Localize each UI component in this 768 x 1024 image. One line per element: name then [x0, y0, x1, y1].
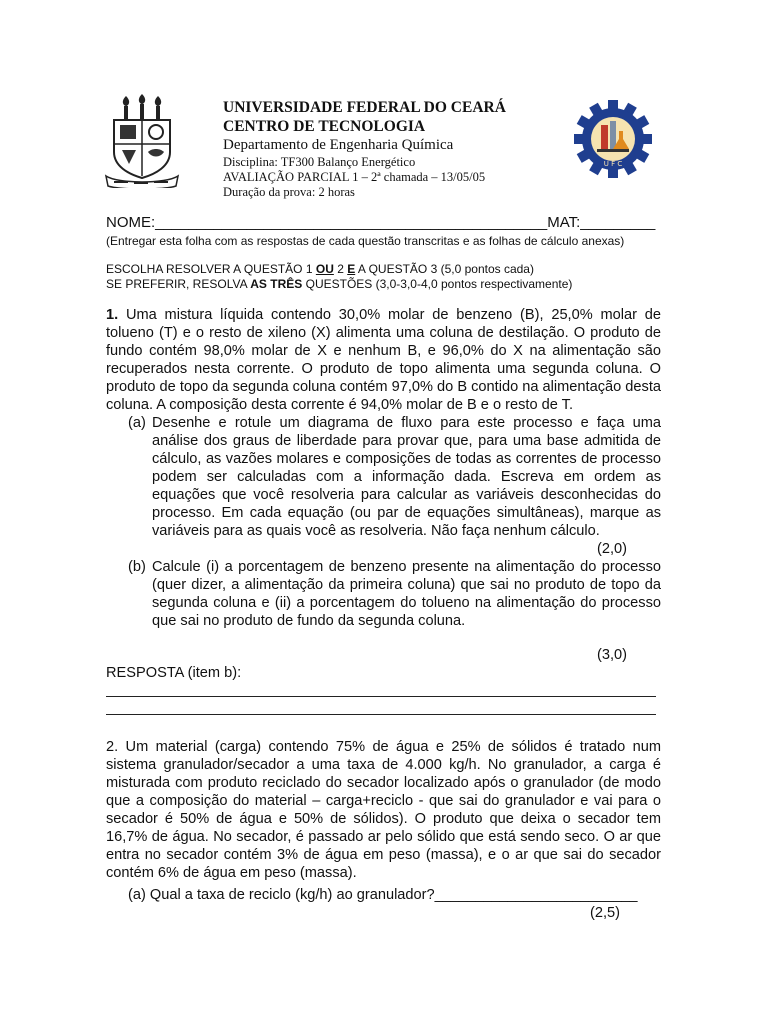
question-1a	[128, 414, 662, 540]
question-1a-text: Desenhe e rotule um diagrama de fluxo para este processo e faça uma análise dos graus de liberdade para provar que, para uma base admitida de cálculo, as vazões molares e composições de todas as correntes de processo podem ser calculadas com a informação dada. Escreva em ordem as equações que você resolveria para calcular as variáveis desconhecidas do processo. Em cada equação (ou par de equações simultâneas), marque as variáveis para as quais você as resolveria. Não faça nenhum cálculo.	[152, 415, 661, 539]
question-1a-score: (2,0)	[597, 541, 628, 557]
choose-instructions	[106, 262, 666, 292]
university-name: UNIVERSIDADE FEDERAL DO CEARÁ	[223, 99, 506, 116]
choose-text-1c: A QUESTÃO 3 (5,0 pontos cada)	[355, 262, 534, 276]
question-1b	[128, 558, 662, 630]
question-2a[interactable]: (a) Qual a taxa de reciclo (kg/h) ao granulador?_________________________	[128, 887, 638, 903]
answer-line-1[interactable]	[106, 696, 656, 697]
choose-line-1	[106, 262, 666, 277]
response-label: RESPOSTA (item b):	[106, 665, 242, 681]
choose-text-1a: ESCOLHA RESOLVER A QUESTÃO 1	[106, 262, 316, 276]
choose-ou: OU	[315, 262, 334, 276]
engenharia-quimica-gear-emblem-logo	[574, 100, 652, 178]
discipline: Disciplina: TF300 Balanço Energético	[223, 155, 416, 169]
exam-header	[223, 98, 563, 200]
department-name: Departamento de Engenharia Química	[223, 137, 454, 153]
name-mat-line[interactable]: NOME:_______________________________________________MAT:_________	[106, 214, 656, 231]
question-1-number: 1.	[106, 307, 119, 323]
question-2-text: 2. Um material (carga) contendo 75% de água e 25% de sólidos é tratado num sistema granulador/secador a uma taxa de 4.000 kg/h. No granulador, a carga é misturada com produto reciclado do secador localizado após o granulador (de modo que a composição do material – carga+reciclo - que sai do granulador e vai para o secador é 50% de água e 50% de sólidos). O produto que deixa o secador tem 16,7% de água. No secador, é passado ar pelo sólido que está sendo seco. O ar que entra no secador contém 3% de água em peso (massa), e o ar que sai do secador contém 6% de água em peso (massa).	[106, 739, 661, 881]
question-1a-label: (a)	[128, 415, 146, 431]
choose-as-tres: AS TRÊS	[250, 277, 303, 291]
question-1b-text: Calcule (i) a porcentagem de benzeno presente na alimentação do processo (quer dizer, a alimentação da primeira coluna) que sai no produto de topo da segunda coluna e (ii) a porcentagem do tolueno na alimentação do processo que sai no produto de fundo da segunda coluna.	[152, 559, 661, 629]
question-2a-score: (2,5)	[590, 905, 621, 921]
evaluation: AVALIAÇÃO PARCIAL 1 – 2ª chamada – 13/05/05	[223, 170, 486, 184]
question-1b-label: (b)	[128, 559, 146, 575]
choose-text-2b: QUESTÕES (3,0-3,0-4,0 pontos respectivamente)	[302, 277, 573, 291]
instruction-note: (Entregar esta folha com as respostas de cada questão transcritas e as folhas de cálculo anexas)	[106, 234, 625, 248]
question-1b-score: (3,0)	[597, 647, 628, 663]
choose-line-2	[106, 277, 666, 292]
answer-line-2[interactable]	[106, 714, 656, 715]
choose-text-2a: SE PREFERIR, RESOLVA	[106, 277, 251, 291]
choose-e: E	[347, 262, 356, 276]
question-1-body: Uma mistura líquida contendo 30,0% molar de benzeno (B), 25,0% molar de tolueno (T) e o resto de xileno (X) alimenta uma coluna de destilação. O produto de fundo contém 98,0% molar de X e nenhum B, e 96,0% do X na alimentação são recuperados nesta corrente. O produto de topo alimenta uma segunda coluna. O produto de topo da segunda coluna contém 97,0% do B contido na alimentação desta coluna. A composição desta corrente é 94,0% molar de B e o resto de T.	[106, 307, 661, 413]
choose-text-1b: 2	[333, 262, 348, 276]
duration: Duração da prova: 2 horas	[223, 185, 355, 199]
question-1-text	[106, 306, 661, 414]
ufc-coat-of-arms-logo	[104, 92, 180, 188]
center-name: CENTRO DE TECNOLOGIA	[223, 118, 426, 135]
svg-text:U F C: U F C	[603, 160, 623, 168]
